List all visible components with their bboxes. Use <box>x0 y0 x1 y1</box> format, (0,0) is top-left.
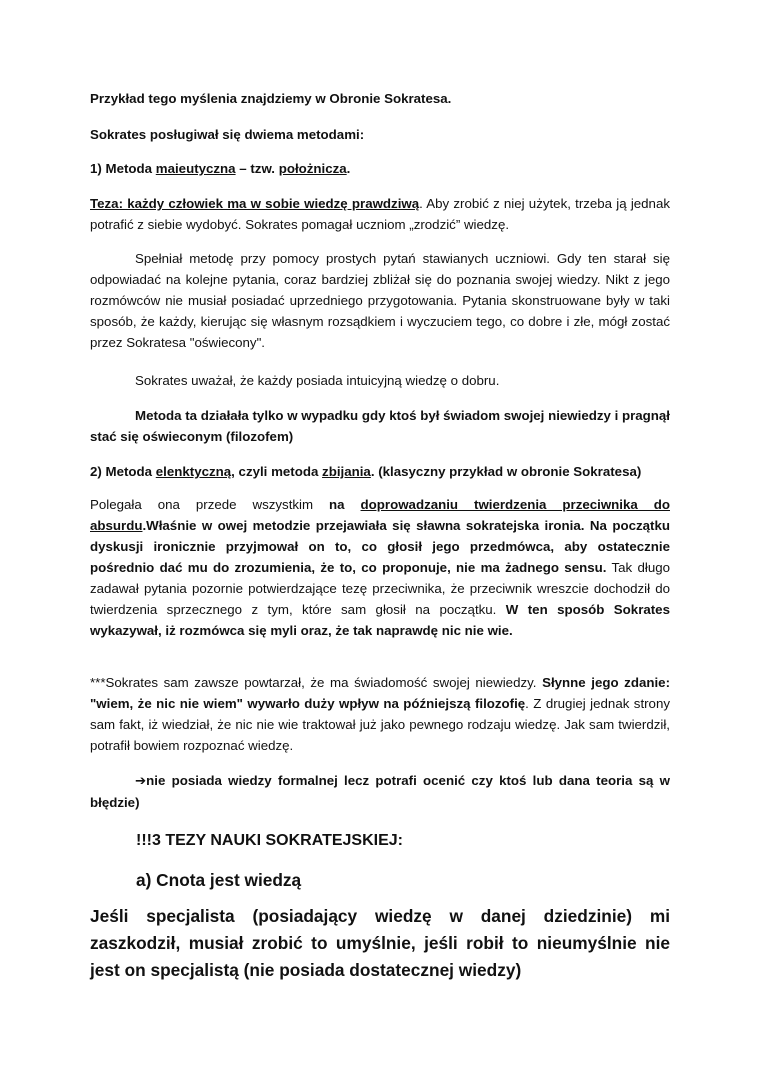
intuition-paragraph: Sokrates uważał, że każdy posiada intuicyjną wiedzę o dobru. <box>135 373 500 388</box>
ignorance-part-1: ***Sokrates sam zawsze powtarzał, że ma świadomość swojej niewiedzy. <box>90 675 543 690</box>
arrow-right-icon: ➔ <box>135 774 147 789</box>
elenchus-part-3: doprowadzaniu twierdzenia przeciwnika do absurdu <box>90 497 670 533</box>
thesis-paragraph <box>90 193 670 235</box>
ignorance-part-2: Słynne jego zdanie: "wiem, że nic nie wiem" wywarło duży wpływ na późniejszą filozofię <box>90 675 670 711</box>
theses-heading: !!!3 TEZY NAUKI SOKRATEJSKIEJ: <box>136 832 403 849</box>
elenchus-part-6: W ten sposób Sokrates wykazywał, iż rozmówca się myli oraz, że tak naprawdę nic nie wie. <box>90 602 670 638</box>
ignorance-paragraph <box>90 672 670 756</box>
intro-line-1: Przykład tego myślenia znajdziemy w Obronie Sokratesa. <box>90 91 452 106</box>
method-works-paragraph: Metoda ta działała tylko w wypadku gdy ktoś był świadom swojej niewiedzy i pragnął stać się oświeconym (filozofem) <box>90 408 670 444</box>
elenchus-part-2: na <box>329 497 361 512</box>
thesis-label: Teza: każdy człowiek ma w sobie wiedzę prawdziwą <box>90 196 420 211</box>
method-1-name: maieutyczna <box>155 161 236 176</box>
arrow-note-paragraph <box>90 770 670 813</box>
method-1-alt: położnicza <box>278 161 347 176</box>
thesis-rest: . Aby zrobić z niej użytek, trzeba ją jednak potrafić z siebie wydobyć. Sokrates pomagał uczniom „zrodzić” wiedzę. <box>90 196 670 232</box>
elenchus-part-5: Tak długo zadawał pytania pozornie potwierdzające tezę przeciwnika, że przeciwnik wreszcie dochodził do twierdzenia sprzecznego z tym, które sam głosił na początku. <box>90 560 671 617</box>
arrow-note-text: nie posiada wiedzy formalnej lecz potrafi ocenić czy ktoś lub dana teoria są w błędzie) <box>90 773 670 810</box>
elenchus-paragraph <box>90 494 670 641</box>
thesis-a-heading: a) Cnota jest wiedzą <box>136 870 302 890</box>
method-2-mid: , czyli metoda <box>231 464 323 479</box>
specialist-paragraph: Jeśli specjalista (posiadający wiedzę w danej dziedzinie) mi zaszkodził, musiał zrobić to umyślnie, jeśli robił to nieumyślnie nie jest on specjalistą (nie posiada dostatecznej wiedzy) <box>90 906 670 980</box>
method-2-prefix: 2) Metoda <box>90 464 156 479</box>
method-1-prefix: 1) Metoda <box>90 161 156 176</box>
method-2-name: elenktyczną <box>155 464 232 479</box>
elenchus-part-4: .Właśnie w owej metodzie przejawiała się sławna sokratejska ironia. Na początku dyskusji ironicznie przyjmował on to, co głosił jego przedmówca, aby ostatecznie pośrednio dać mu do zrozumienia, że to, co proponuje, nie ma żadnego sensu. <box>90 518 670 575</box>
intro-line-2: Sokrates posługiwał się dwiema metodami: <box>90 127 365 142</box>
method-1-mid: – tzw. <box>235 161 279 176</box>
method-1-line <box>90 158 670 179</box>
method-2-line <box>90 461 670 482</box>
questions-paragraph: Spełniał metodę przy pomocy prostych pytań stawianych uczniowi. Gdy ten starał się odpowiadać na kolejne pytania, coraz bardziej zbliżał się do poznania swojej wiedzy. Nikt z jego rozmówców nie musiał posiadać uprzedniego przygotowania. Pytania skonstruowane były w taki sposób, że każdy, kierując się własnym rozsądkiem i wyczuciem tego, co dobre i złe, mógł zostać przez Sokratesa "oświecony". <box>90 251 670 350</box>
method-2-rest: . (klasyczny przykład w obronie Sokratesa) <box>370 464 642 479</box>
method-2-alt: zbijania <box>322 464 371 479</box>
ignorance-part-3: . Z drugiej jednak strony sam fakt, iż wiedział, że nic nie wie traktował już jako pewnego rodzaju wiedzę. Jak sam twierdził, potrafił bowiem rozpoznać wiedzę. <box>90 696 670 753</box>
method-1-end: . <box>346 161 351 176</box>
elenchus-part-1: Polegała ona przede wszystkim <box>90 497 330 512</box>
